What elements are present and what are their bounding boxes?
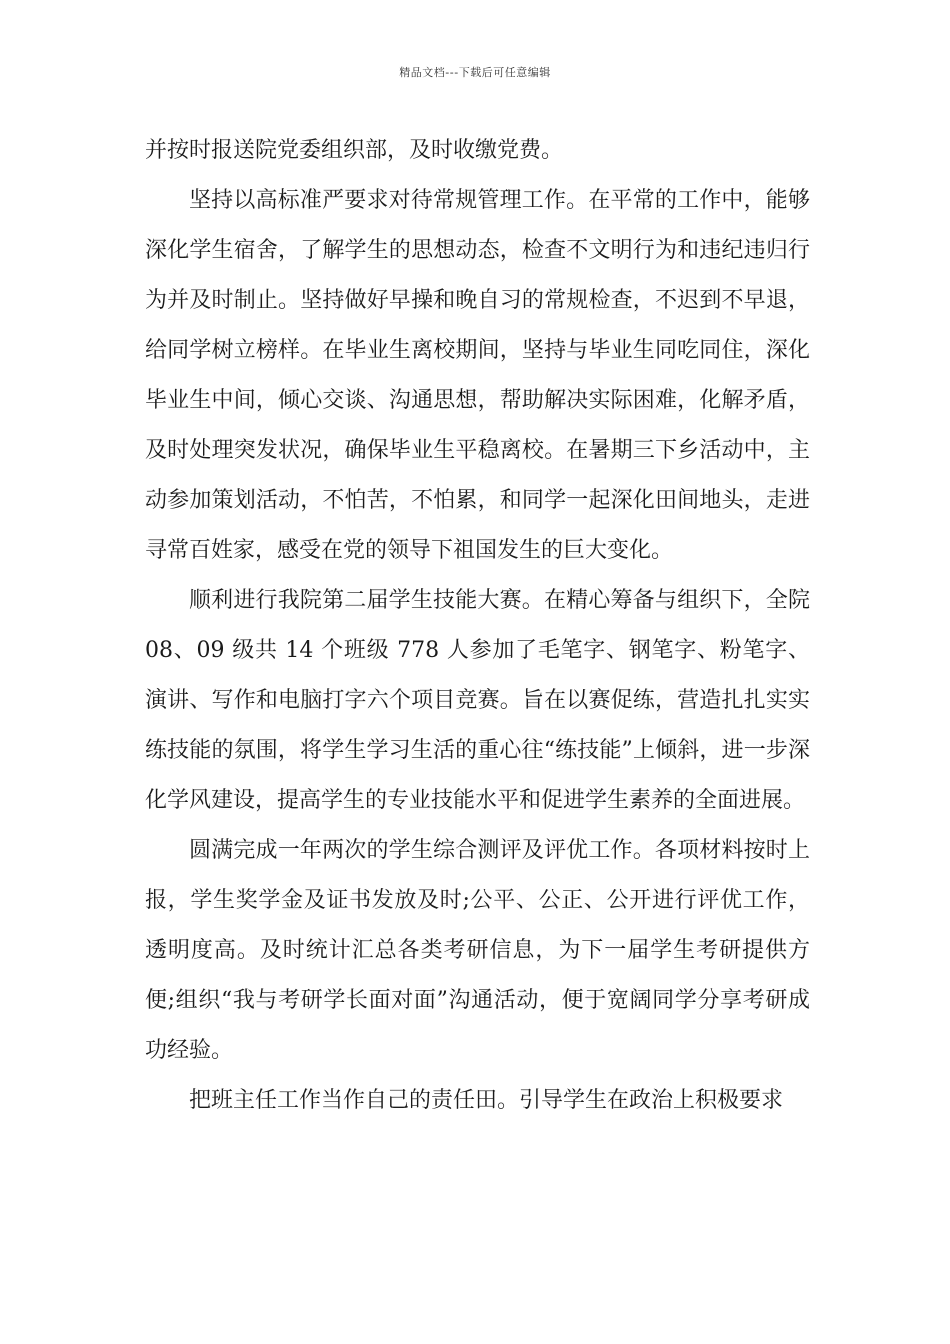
paragraph-3: 顺利进行我院第二届学生技能大赛。在精心筹备与组织下，全院 08、09 级共 14 个班级 778 人参加了毛笔字、钢笔字、粉笔字、演讲、写作和电脑打字六个项目竞赛。旨在以赛促练，营造扎扎实实练技能的氛围，将学生学习生活的重心往“练技能”上倾斜，进一步深化学风建设，提高学生的专业技能水平和促进学生素养的全面进展。: [145, 588, 810, 813]
paragraph-1: 并按时报送院党委组织部，及时收缴党费。: [145, 138, 564, 163]
page-header: 精品文档---下载后可任意编辑: [399, 66, 551, 79]
paragraph-5: 把班主任工作当作自己的责任田。引导学生在政治上积极要求: [189, 1088, 784, 1113]
paragraph-2: 坚持以高标准严要求对待常规管理工作。在平常的工作中，能够深化学生宿舍，了解学生的思想动态，检查不文明行为和违纪违归行为并及时制止。坚持做好早操和晚自习的常规检查，不迟到不早退，给同学树立榜样。在毕业生离校期间，坚持与毕业生同吃同住，深化毕业生中间，倾心交谈、沟通思想，帮助解决实际困难，化解矛盾，及时处理突发状况，确保毕业生平稳离校。在暑期三下乡活动中，主动参加策划活动，不怕苦，不怕累，和同学一起深化田间地头，走进寻常百姓家，感受在党的领导下祖国发生的巨大变化。: [145, 188, 810, 563]
paragraph-4: 圆满完成一年两次的学生综合测评及评优工作。各项材料按时上报，学生奖学金及证书发放及时;公平、公正、公开进行评优工作，透明度高。及时统计汇总各类考研信息，为下一届学生考研提供方便;组织“我与考研学长面对面”沟通活动，便于宽阔同学分享考研成功经验。: [145, 838, 810, 1063]
document-body: [145, 126, 810, 1126]
